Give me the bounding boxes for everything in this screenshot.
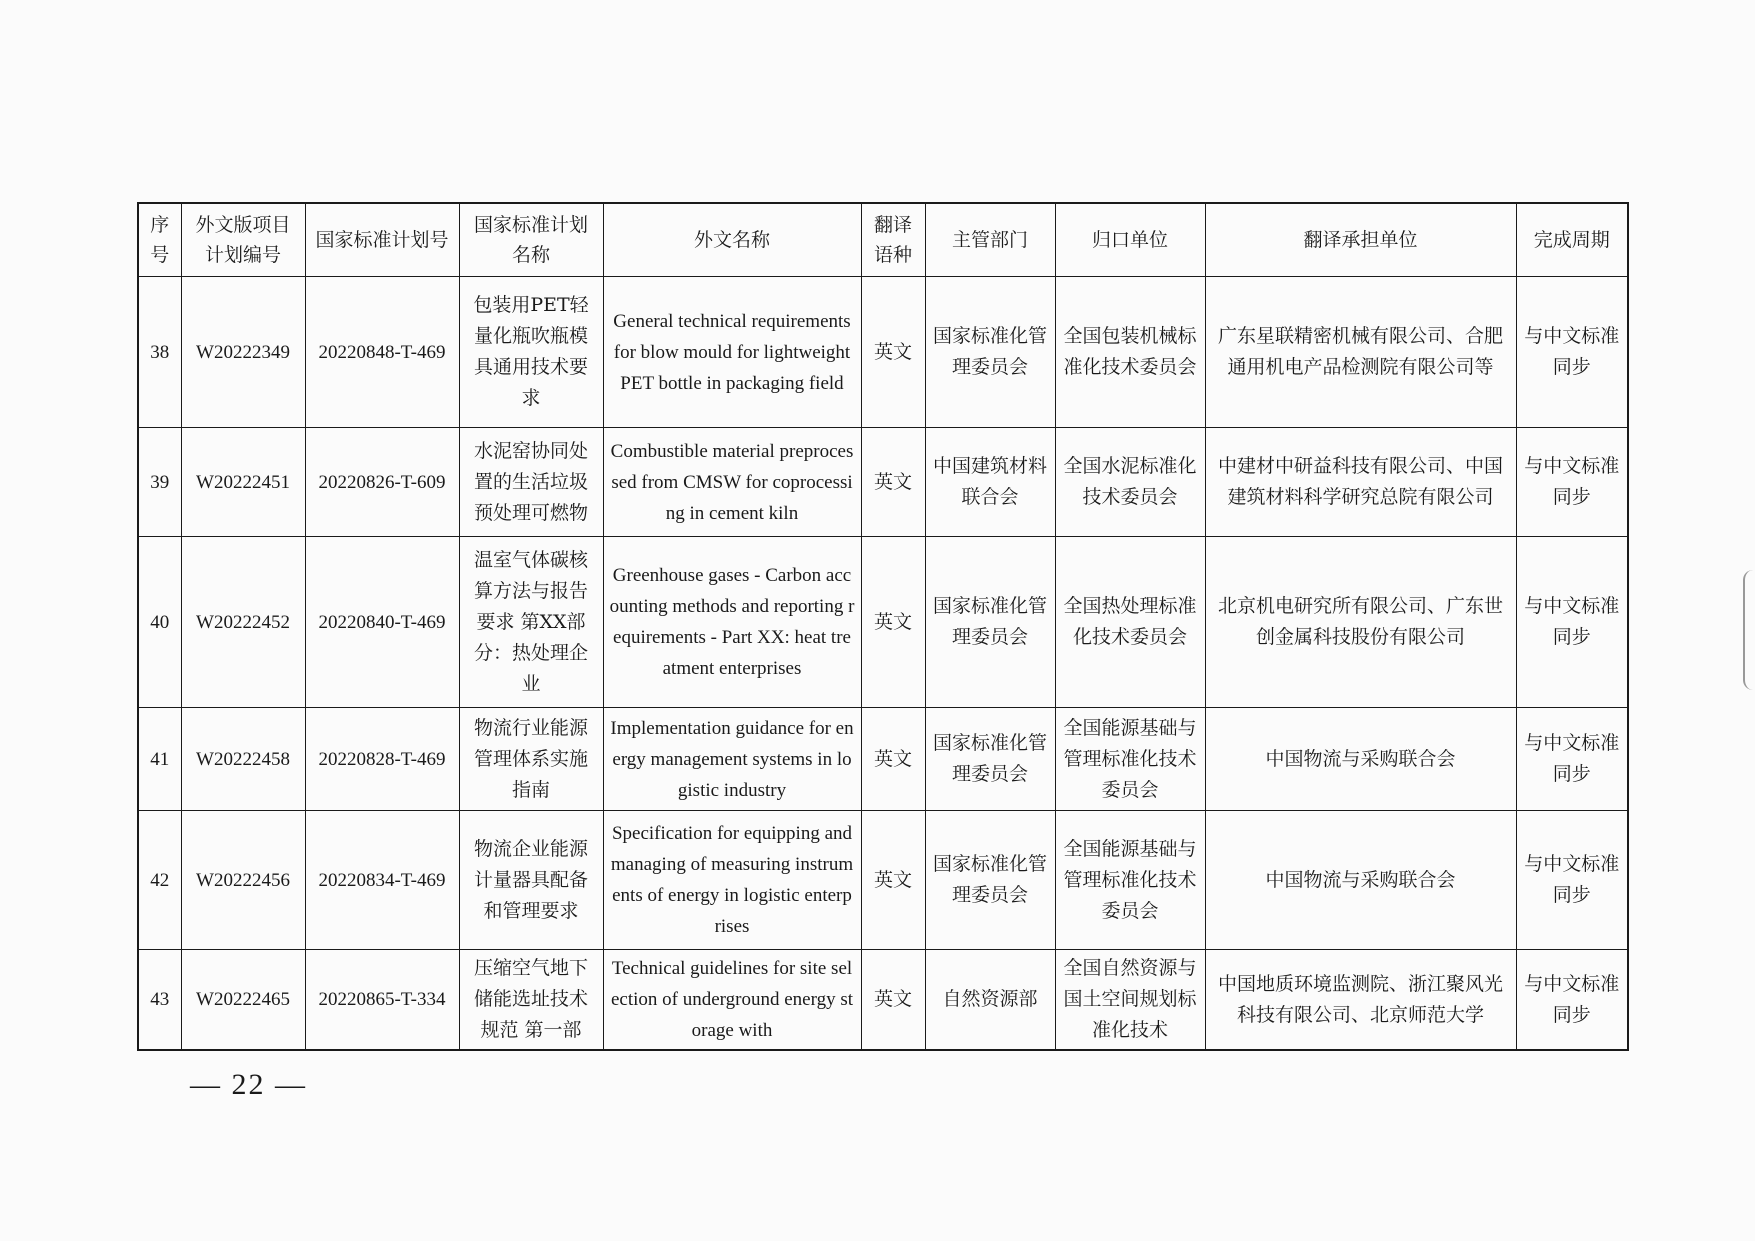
cell-committee: 全国能源基础与管理标准化技术委员会 (1055, 811, 1205, 950)
page-number: — 22 — (190, 1068, 307, 1101)
table-header-row (138, 203, 1628, 277)
cell-period: 与中文标准同步 (1516, 277, 1628, 428)
cell-foreign-name: General technical requirements for blow mould for lightweight PET bottle in packaging field (603, 277, 861, 428)
cell-national-plan-no: 20220848-T-469 (305, 277, 459, 428)
cell-seq: 41 (138, 708, 181, 811)
cell-national-plan-no: 20220840-T-469 (305, 537, 459, 708)
cell-translator: 北京机电研究所有限公司、广东世创金属科技股份有限公司 (1205, 537, 1516, 708)
cell-language: 英文 (861, 277, 925, 428)
cell-foreign-name: Greenhouse gases - Carbon accounting methods and reporting requirements - Part XX: heat treatment enterprises (603, 537, 861, 708)
cell-translator: 中国物流与采购联合会 (1205, 811, 1516, 950)
cell-committee: 全国热处理标准化技术委员会 (1055, 537, 1205, 708)
header-committee: 归口单位 (1055, 203, 1205, 277)
cell-language: 英文 (861, 811, 925, 950)
scan-edge-mark (1743, 570, 1755, 690)
cell-seq: 40 (138, 537, 181, 708)
cell-period: 与中文标准同步 (1516, 950, 1628, 1051)
table-row (138, 537, 1628, 708)
cell-translator: 中国地质环境监测院、浙江聚风光科技有限公司、北京师范大学 (1205, 950, 1516, 1051)
cell-foreign-plan-no: W20222456 (181, 811, 305, 950)
cell-foreign-name: Specification for equipping and managing of measuring instruments of energy in logistic enterprises (603, 811, 861, 950)
cell-national-plan-no: 20220834-T-469 (305, 811, 459, 950)
cell-authority: 国家标准化管理委员会 (925, 277, 1055, 428)
cell-seq: 39 (138, 428, 181, 537)
cell-national-name: 物流行业能源管理体系实施指南 (459, 708, 603, 811)
cell-foreign-plan-no: W20222452 (181, 537, 305, 708)
cell-language: 英文 (861, 537, 925, 708)
cell-committee: 全国自然资源与国土空间规划标准化技术 (1055, 950, 1205, 1051)
cell-committee: 全国包装机械标准化技术委员会 (1055, 277, 1205, 428)
cell-seq: 43 (138, 950, 181, 1051)
cell-seq: 38 (138, 277, 181, 428)
cell-foreign-plan-no: W20222465 (181, 950, 305, 1051)
table-row (138, 708, 1628, 811)
cell-foreign-plan-no: W20222458 (181, 708, 305, 811)
cell-committee: 全国能源基础与管理标准化技术委员会 (1055, 708, 1205, 811)
cell-national-plan-no: 20220826-T-609 (305, 428, 459, 537)
cell-authority: 国家标准化管理委员会 (925, 811, 1055, 950)
cell-authority: 中国建筑材料联合会 (925, 428, 1055, 537)
cell-national-plan-no: 20220828-T-469 (305, 708, 459, 811)
cell-period: 与中文标准同步 (1516, 708, 1628, 811)
cell-translator: 中国物流与采购联合会 (1205, 708, 1516, 811)
cell-national-name: 包装用PET轻量化瓶吹瓶模具通用技术要求 (459, 277, 603, 428)
cell-foreign-name: Technical guidelines for site selection of underground energy storage with (603, 950, 861, 1051)
cell-seq: 42 (138, 811, 181, 950)
header-language: 翻译语种 (861, 203, 925, 277)
cell-language: 英文 (861, 950, 925, 1051)
cell-period: 与中文标准同步 (1516, 811, 1628, 950)
cell-foreign-plan-no: W20222451 (181, 428, 305, 537)
cell-authority: 自然资源部 (925, 950, 1055, 1051)
cell-translator: 广东星联精密机械有限公司、合肥通用机电产品检测院有限公司等 (1205, 277, 1516, 428)
cell-foreign-name: Implementation guidance for energy management systems in logistic industry (603, 708, 861, 811)
cell-foreign-plan-no: W20222349 (181, 277, 305, 428)
header-translator: 翻译承担单位 (1205, 203, 1516, 277)
cell-authority: 国家标准化管理委员会 (925, 708, 1055, 811)
standards-table-container (137, 202, 1627, 1051)
cell-authority: 国家标准化管理委员会 (925, 537, 1055, 708)
header-national-plan-no: 国家标准计划号 (305, 203, 459, 277)
cell-committee: 全国水泥标准化技术委员会 (1055, 428, 1205, 537)
cell-foreign-name: Combustible material preprocessed from CMSW for coprocessing in cement kiln (603, 428, 861, 537)
table-row (138, 277, 1628, 428)
cell-national-plan-no: 20220865-T-334 (305, 950, 459, 1051)
header-foreign-plan-no: 外文版项目计划编号 (181, 203, 305, 277)
cell-national-name: 压缩空气地下储能选址技术规范 第一部 (459, 950, 603, 1051)
cell-translator: 中建材中研益科技有限公司、中国建筑材料科学研究总院有限公司 (1205, 428, 1516, 537)
table-row (138, 428, 1628, 537)
cell-period: 与中文标准同步 (1516, 537, 1628, 708)
standards-translation-table (137, 202, 1629, 1051)
cell-national-name: 物流企业能源计量器具配备和管理要求 (459, 811, 603, 950)
cell-language: 英文 (861, 428, 925, 537)
cell-national-name: 温室气体碳核算方法与报告要求 第XX部分：热处理企业 (459, 537, 603, 708)
table-row (138, 950, 1628, 1051)
header-period: 完成周期 (1516, 203, 1628, 277)
header-seq: 序号 (138, 203, 181, 277)
header-authority: 主管部门 (925, 203, 1055, 277)
cell-language: 英文 (861, 708, 925, 811)
cell-national-name: 水泥窑协同处置的生活垃圾预处理可燃物 (459, 428, 603, 537)
header-national-name: 国家标准计划名称 (459, 203, 603, 277)
header-foreign-name: 外文名称 (603, 203, 861, 277)
table-row (138, 811, 1628, 950)
cell-period: 与中文标准同步 (1516, 428, 1628, 537)
